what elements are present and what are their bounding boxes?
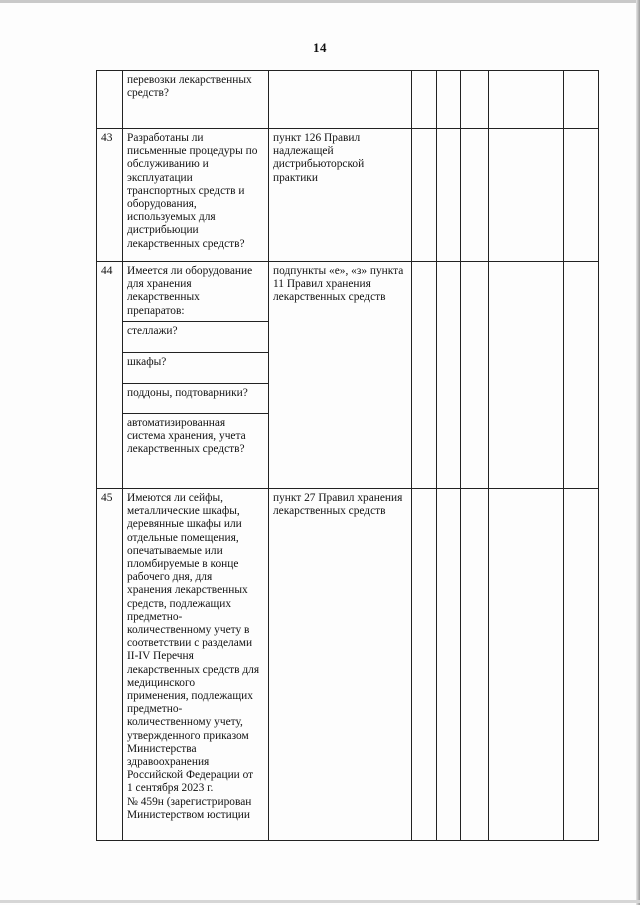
scan-edge-bottom [0, 900, 640, 903]
answer-no-cell [437, 129, 461, 262]
reference-text: подпункты «е», «з» пункта 11 Правил хранения лекарственных средств [269, 262, 412, 489]
row-number: 44 [97, 262, 123, 489]
reference-text: пункт 126 Правил надлежащей дистрибьюторской практики [269, 129, 412, 262]
answer-na-cell [461, 71, 489, 129]
extra-cell [564, 262, 599, 489]
row-number: 45 [97, 489, 123, 841]
notes-cell [489, 262, 564, 489]
table-row-continuation [97, 71, 599, 129]
question-text: Имеется ли оборудование для хранения лекарственных препаратов: [123, 262, 269, 322]
notes-cell [489, 129, 564, 262]
scan-edge-top [0, 0, 640, 3]
answer-no-cell [437, 71, 461, 129]
answer-no-cell [437, 262, 461, 489]
answer-yes-cell [412, 71, 437, 129]
row-number: 43 [97, 129, 123, 262]
extra-cell [564, 71, 599, 129]
table-row-43 [97, 129, 599, 262]
scan-edge-right [636, 0, 640, 905]
notes-cell [489, 71, 564, 129]
reference-text [269, 71, 412, 129]
reference-text: пункт 27 Правил хранения лекарственных средств [269, 489, 412, 841]
row-number [97, 71, 123, 129]
question-text: Разработаны ли письменные процедуры по обслуживанию и эксплуатации транспортных средств и оборудования, используемых для дистрибьюции лекарственных средств? [123, 129, 269, 262]
question-text: Имеются ли сейфы, металлические шкафы, деревянные шкафы или отдельные помещения, опечатываемые или пломбируемые в конце рабочего дня, для хранения лекарственных средств, подлежащих предметно- количественному учету в соответствии с разделами II-IV Перечня лекарственных средств для медицинского применения, подлежащих предметно- количественному учету, утвержденного приказом Министерства здравоохранения Российской Федерации от 1 сентября 2023 г. № 459н (зарегистрирован Министерством юстиции [123, 489, 269, 841]
sub-item-text: стеллажи? [123, 322, 269, 353]
page-number: 14 [313, 40, 327, 55]
extra-cell [564, 129, 599, 262]
sub-item-text: автоматизированная система хранения, учета лекарственных средств? [123, 414, 269, 489]
notes-cell [489, 489, 564, 841]
extra-cell [564, 489, 599, 841]
table-row-45 [97, 489, 599, 841]
answer-na-cell [461, 129, 489, 262]
checklist-table [96, 70, 599, 841]
sub-item-text: шкафы? [123, 353, 269, 384]
answer-yes-cell [412, 129, 437, 262]
answer-yes-cell [412, 262, 437, 489]
question-text: перевозки лекарственных средств? [123, 71, 269, 129]
answer-na-cell [461, 489, 489, 841]
table-row-44 [97, 262, 599, 322]
sub-item-text: поддоны, подтоварники? [123, 384, 269, 414]
answer-yes-cell [412, 489, 437, 841]
answer-no-cell [437, 489, 461, 841]
answer-na-cell [461, 262, 489, 489]
